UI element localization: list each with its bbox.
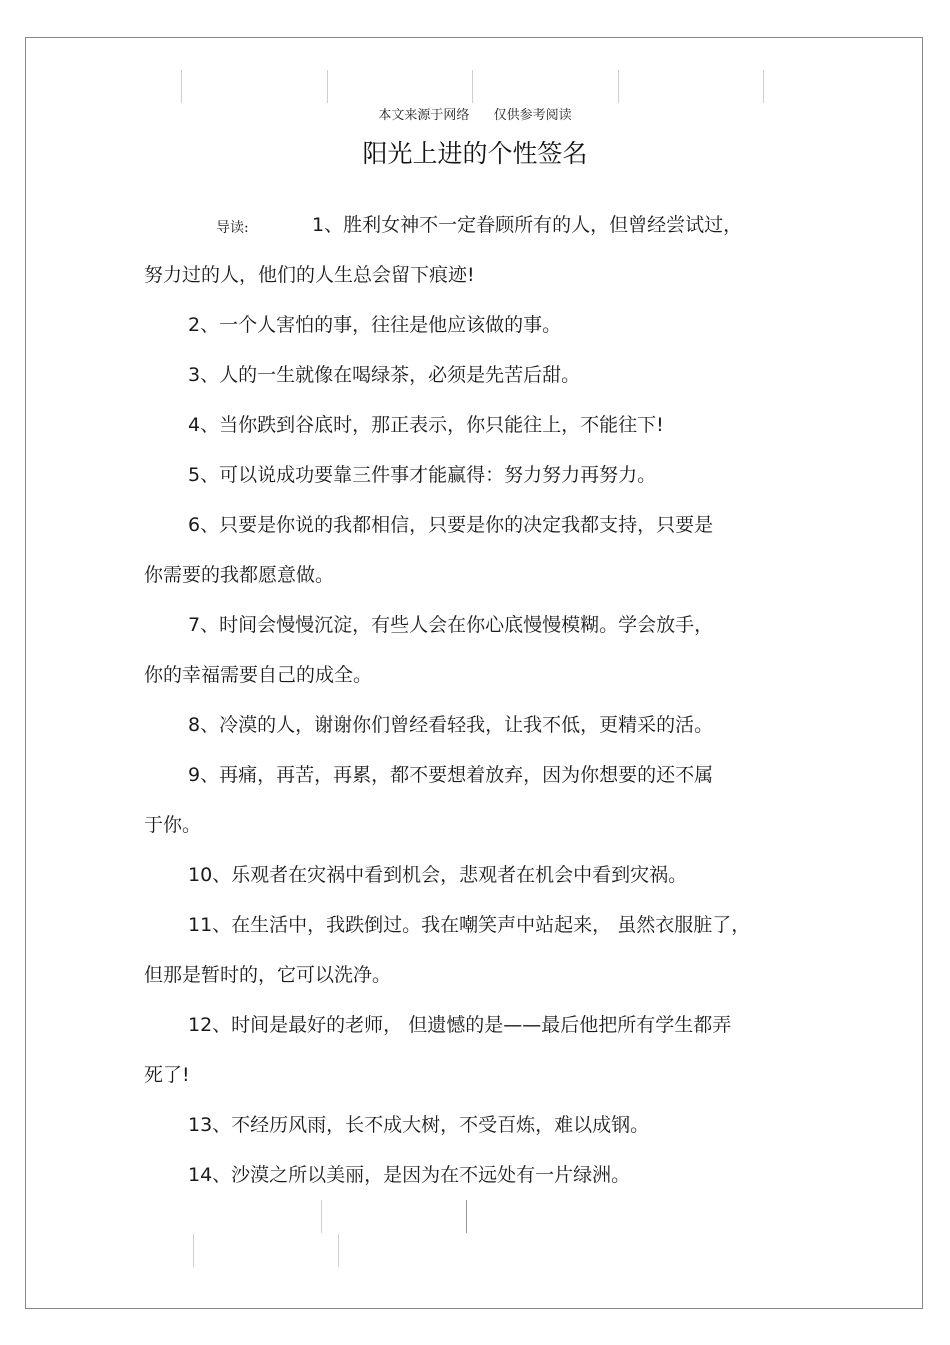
scan-mark — [181, 70, 182, 103]
scan-mark — [327, 70, 328, 103]
document-title: 阳光上进的个性签名 — [362, 139, 588, 168]
scan-mark — [321, 1200, 322, 1233]
text-line: 但那是暂时的，它可以洗净。 — [144, 964, 392, 986]
text-line: 努力过的人，他们的人生总会留下痕迹! — [144, 264, 475, 286]
text-line: 13、不经历风雨，长不成大树，不受百炼，难以成钢。 — [188, 1114, 650, 1136]
text-line: 14、沙漠之所以美丽，是因为在不远处有一片绿洲。 — [188, 1164, 631, 1186]
text-line: 你的幸福需要自己的成全。 — [144, 664, 373, 686]
text-line: 1、胜利女神不一定眷顾所有的人，但曾经尝试过， — [312, 214, 743, 236]
text-line: 5、可以说成功要靠三件事才能赢得：努力努力再努力。 — [188, 464, 657, 486]
text-line: 11、在生活中，我跌倒过。我在嘲笑声中站起来， 虽然衣服脏了， — [188, 914, 751, 936]
text-line: 10、乐观者在灾祸中看到机会，悲观者在机会中看到灾祸。 — [188, 864, 688, 886]
text-line: 6、只要是你说的我都相信，只要是你的决定我都支持，只要是 — [188, 514, 714, 536]
text-line: 于你。 — [144, 814, 202, 836]
text-line: 7、时间会慢慢沉淀，有些人会在你心底慢慢模糊。学会放手， — [188, 614, 714, 636]
text-line: 12、时间是最好的老师， 但遗憾的是——最后他把所有学生都弄 — [188, 1014, 732, 1036]
text-line: 9、再痛，再苦，再累，都不要想着放弃，因为你想要的还不属 — [188, 764, 714, 786]
text-line: 你需要的我都愿意做。 — [144, 564, 335, 586]
text-line: 4、当你跌到谷底时，那正表示，你只能往上，不能往下! — [188, 414, 664, 436]
text-line: 8、冷漠的人，谢谢你们曾经看轻我，让我不低，更精采的活。 — [188, 714, 714, 736]
scan-mark — [338, 1234, 339, 1267]
scan-mark — [193, 1234, 194, 1267]
text-line: 死了! — [144, 1064, 190, 1086]
intro-label: 导读: — [216, 220, 249, 236]
text-line: 2、一个人害怕的事，往往是他应该做的事。 — [188, 314, 562, 336]
scan-mark — [466, 1200, 467, 1233]
source-note: 本文来源于网络 — [378, 108, 470, 123]
scan-mark — [618, 70, 619, 103]
header-note — [0, 104, 950, 123]
reference-note: 仅供参考阅读 — [493, 108, 572, 123]
text-line: 3、人的一生就像在喝绿茶，必须是先苦后甜。 — [188, 364, 581, 386]
scan-mark — [763, 70, 764, 103]
scan-mark — [472, 70, 473, 103]
